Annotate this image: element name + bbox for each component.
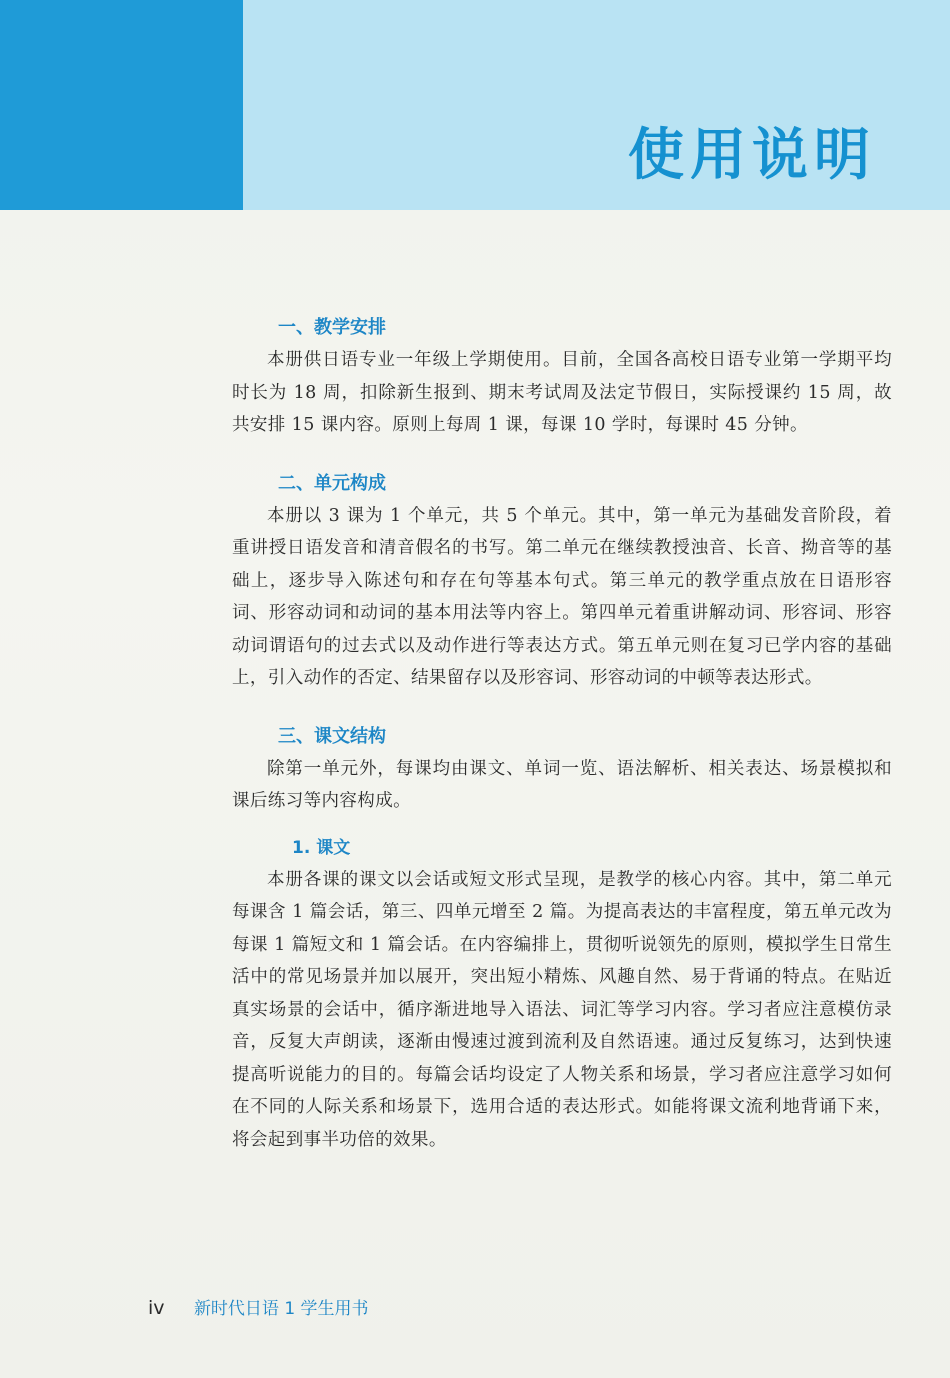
book-title: 新时代日语 1 学生用书 bbox=[193, 1299, 369, 1319]
section-paragraph: 本册供日语专业一年级上学期使用。目前，全国各高校日语专业第一学期平均时长为 18 周，扣除新生报到、期末考试周及法定节假日，实际授课约 15 周，故共安排 15 课内容。原则上每周 1 课，每课 10 学时，每课时 45 分钟。 bbox=[232, 350, 892, 435]
section-heading-teaching-plan: 一、教学安排 bbox=[278, 317, 386, 338]
section-heading-lesson-structure: 三、课文结构 bbox=[278, 725, 386, 747]
section-heading-unit-structure: 二、单元构成 bbox=[278, 472, 386, 494]
section-paragraph: 除第一单元外，每课均由课文、单词一览、语法解析、相关表达、场景模拟和课后练习等内容构成。 bbox=[232, 758, 892, 811]
page-footer bbox=[148, 1294, 369, 1319]
section-paragraph: 本册以 3 课为 1 个单元，共 5 个单元。其中，第一单元为基础发音阶段，着重讲授日语发音和清音假名的书写。第二单元在继续教授浊音、长音、拗音等的基础上，逐步导入陈述句和存在句等基本句式。第三单元的教学重点放在日语形容词、形容动词和动词的基本用法等内容上。第四单元着重讲解动词、形容词、形容动词谓语句的过去式以及动作进行等表达方式。第五单元则在复习已学内容的基础上，引入动作的否定、结果留存以及形容词、形容动词的中顿等表达形式。 bbox=[232, 505, 892, 688]
page-number: iv bbox=[148, 1297, 165, 1319]
subsection-paragraph: 本册各课的课文以会话或短文形式呈现，是教学的核心内容。其中，第二单元每课含 1 篇会话，第三、四单元增至 2 篇。为提高表达的丰富程度，第五单元改为每课 1 篇短文和 1 篇会话。在内容编排上，贯彻听说领先的原则，模拟学生日常生活中的常见场景并加以展开，突出短小精炼、风趣自然、易于背诵的特点。在贴近真实场景的会话中，循序渐进地导入语法、词汇等学习内容。学习者应注意模仿录音，反复大声朗读，逐渐由慢速过渡到流利及自然语速。通过反复练习，达到快速提高听说能力的目的。每篇会话均设定了人物关系和场景，学习者应注意学习如何在不同的人际关系和场景下，选用合适的表达形式。如能将课文流利地背诵下来，将会起到事半功倍的效果。 bbox=[232, 869, 892, 1150]
body-content bbox=[232, 312, 892, 1156]
header-accent-block bbox=[0, 0, 243, 210]
page-title: 使用说明 bbox=[628, 123, 876, 188]
subsection-heading-text: 1. 课文 bbox=[292, 837, 351, 858]
